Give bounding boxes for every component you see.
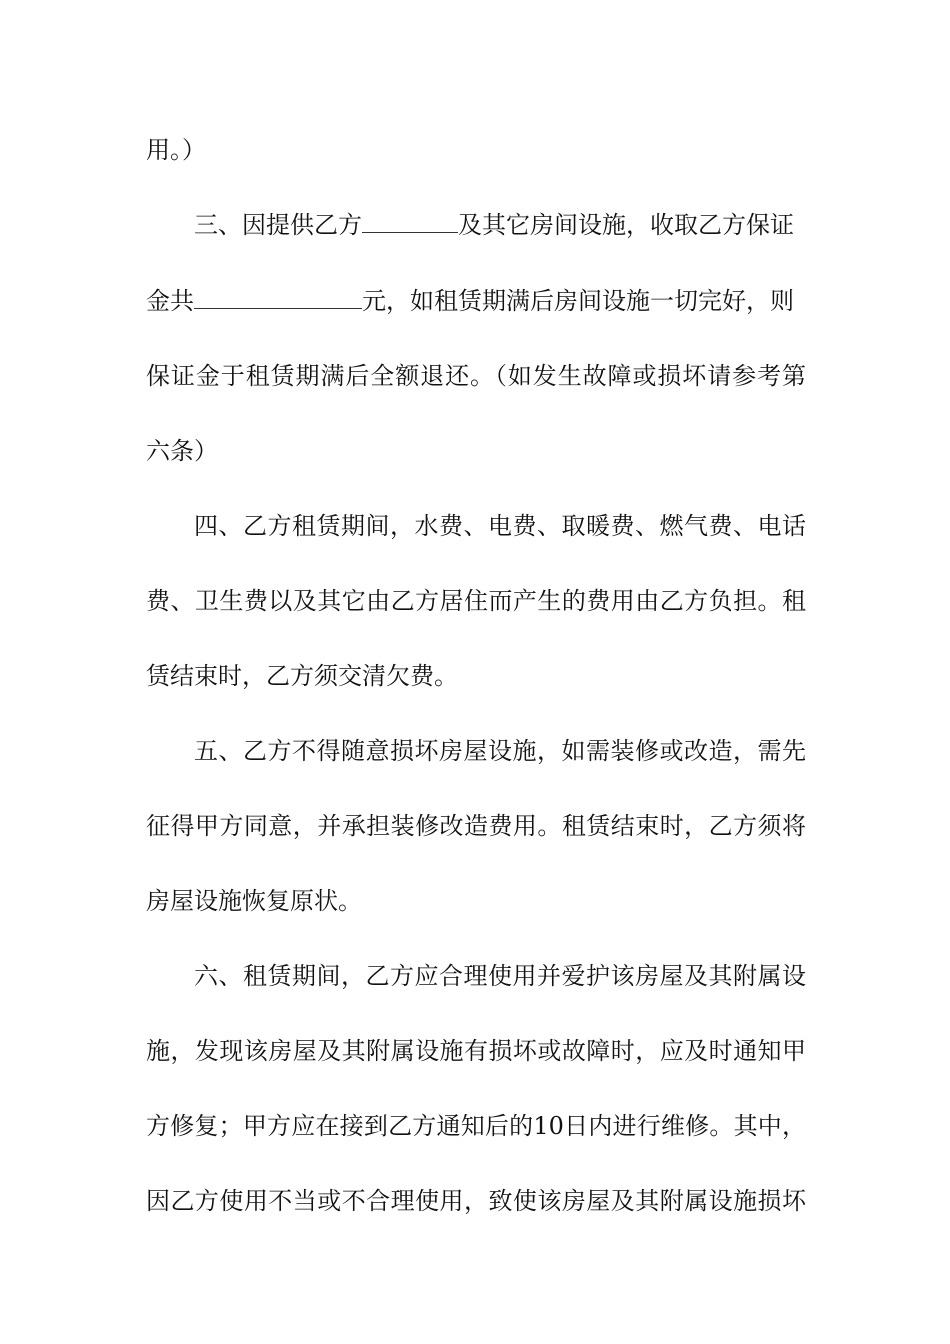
line-text: 及其它房间设施，收取乙方保证 xyxy=(458,211,794,239)
line-text: 元，如租赁期满后房间设施一切完好，则 xyxy=(362,287,794,315)
text-line xyxy=(146,356,806,396)
fill-blank-field xyxy=(362,210,458,233)
line-text: 三、因提供乙方 xyxy=(194,211,362,239)
line-text: 房屋设施恢复原状。 xyxy=(146,887,362,915)
text-line xyxy=(146,130,806,170)
text-line xyxy=(194,731,806,771)
line-text: 四、乙方租赁期间，水费、电费、取暖费、燃气费、电话 xyxy=(194,512,806,540)
text-line xyxy=(146,806,806,846)
line-text: 赁结束时，乙方须交清欠费。 xyxy=(146,662,458,690)
line-text: 六、租赁期间，乙方应合理使用并爱护该房屋及其附属设 xyxy=(194,962,806,990)
text-line xyxy=(194,956,806,996)
line-text: 施，发现该房屋及其附属设施有损坏或故障时，应及时通知甲 xyxy=(146,1037,806,1065)
fill-blank-field xyxy=(194,286,362,309)
text-line xyxy=(194,506,806,546)
text-line xyxy=(146,1031,806,1071)
line-text: 五、乙方不得随意损坏房屋设施，如需装修或改造，需先 xyxy=(194,737,806,765)
text-line xyxy=(146,1106,806,1146)
line-text: 用。） xyxy=(146,136,206,164)
line-text: 六条） xyxy=(146,437,218,465)
line-text: 保证金于租赁期满后全额退还。（如发生故障或损坏请参考第 xyxy=(146,362,806,390)
line-text: 方修复；甲方应在接到乙方通知后的10日内进行维修。其中， xyxy=(146,1112,806,1140)
line-text: 金共 xyxy=(146,287,194,315)
text-line xyxy=(146,431,806,471)
line-text: 费、卫生费以及其它由乙方居住而产生的费用由乙方负担。租 xyxy=(146,587,806,615)
text-line xyxy=(146,656,806,696)
text-line xyxy=(146,581,806,621)
text-line xyxy=(146,281,806,321)
text-line xyxy=(146,881,806,921)
line-text: 征得甲方同意，并承担装修改造费用。租赁结束时，乙方须将 xyxy=(146,812,806,840)
text-line xyxy=(146,1181,806,1221)
text-line xyxy=(194,205,806,245)
line-text: 因乙方使用不当或不合理使用，致使该房屋及其附属设施损坏 xyxy=(146,1187,806,1215)
